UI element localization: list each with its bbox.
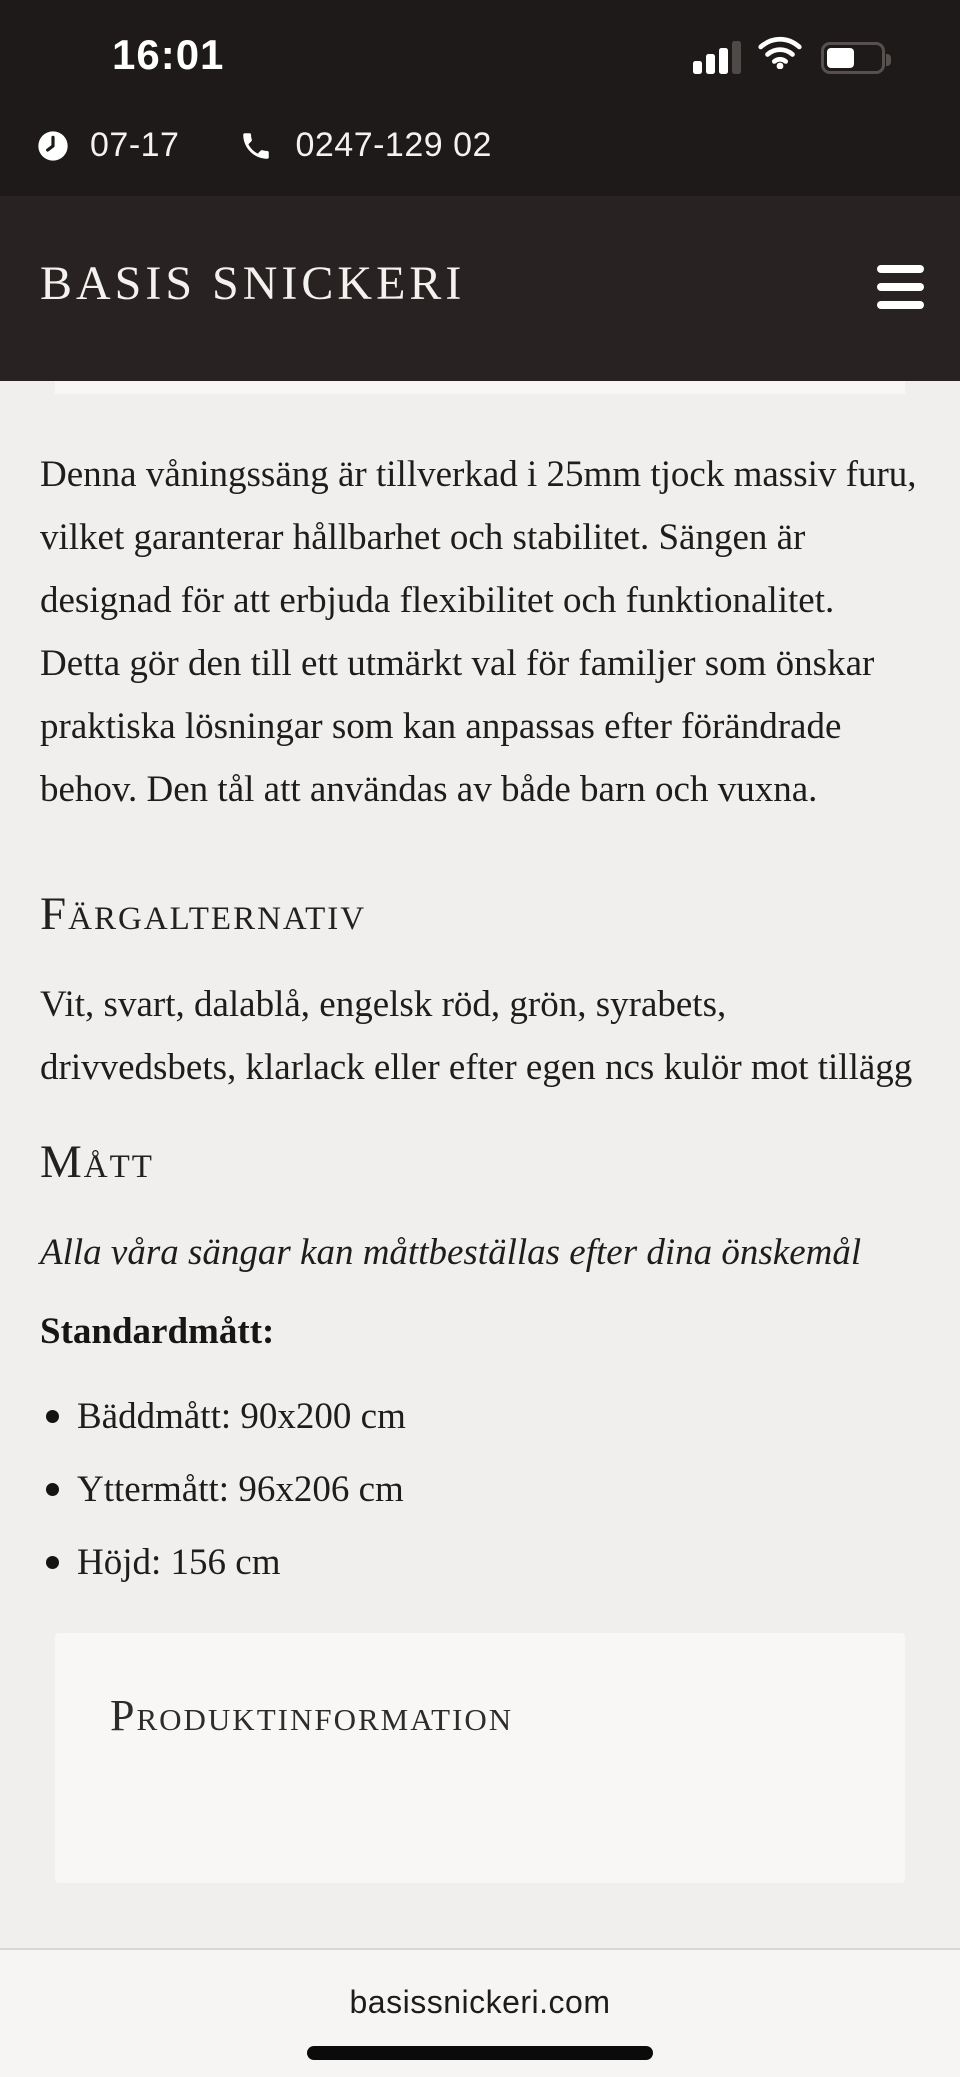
standard-dimensions-label: Standardmått: bbox=[40, 1311, 275, 1352]
browser-bottom-bar bbox=[0, 1948, 960, 2077]
color-options-text: Vit, svart, dalablå, engelsk röd, grön, syrabets, drivvedsbets, klarlack eller efter egen ncs kulör mot tillägg bbox=[40, 984, 913, 1088]
contact-bar bbox=[37, 126, 492, 165]
phone-number-link[interactable]: 0247-129 02 bbox=[295, 126, 492, 164]
list-item-bed-size: Bäddmått: 90x200 cm bbox=[40, 1385, 920, 1448]
main-content bbox=[0, 381, 960, 1883]
wifi-icon bbox=[757, 35, 803, 74]
product-information-heading: Produktinformation bbox=[110, 1691, 514, 1740]
phone-icon bbox=[239, 129, 273, 163]
dimensions-list bbox=[40, 1385, 920, 1594]
cellular-signal-icon bbox=[693, 40, 741, 74]
battery-icon bbox=[821, 42, 885, 74]
list-item-outer-size: Yttermått: 96x206 cm bbox=[40, 1458, 920, 1521]
opening-hours: 07-17 bbox=[90, 126, 180, 164]
custom-size-note: Alla våra sängar kan måttbeställas efter dina önskemål bbox=[40, 1232, 862, 1273]
site-logo-title[interactable]: BASIS SNICKERI bbox=[40, 257, 466, 310]
product-information-accordion[interactable] bbox=[55, 1633, 905, 1883]
status-time: 16:01 bbox=[112, 31, 225, 78]
dimensions-heading: Mått bbox=[40, 1136, 154, 1188]
phone-top-bar bbox=[0, 0, 960, 196]
list-item-height: Höjd: 156 cm bbox=[40, 1531, 920, 1594]
home-indicator[interactable] bbox=[307, 2046, 653, 2060]
status-icons bbox=[693, 40, 885, 74]
product-description: Denna våningssäng är tillverkad i 25mm tjock massiv furu, vilket garanterar hållbarhet och stabilitet. Sängen är designad för att erbjuda flexibilitet och funktionalitet. Detta gör den till ett utmärkt val för familjer som önskar praktiska lösningar som kan anpassas efter förändrade behov. Den tål att användas av både barn och vuxna. bbox=[40, 454, 917, 810]
clock-icon bbox=[37, 130, 69, 162]
url-bar[interactable]: basissnickeri.com bbox=[349, 1984, 611, 2020]
hamburger-menu-icon[interactable] bbox=[877, 265, 924, 309]
site-header bbox=[0, 196, 960, 381]
color-options-heading: Färgalternativ bbox=[40, 888, 367, 940]
